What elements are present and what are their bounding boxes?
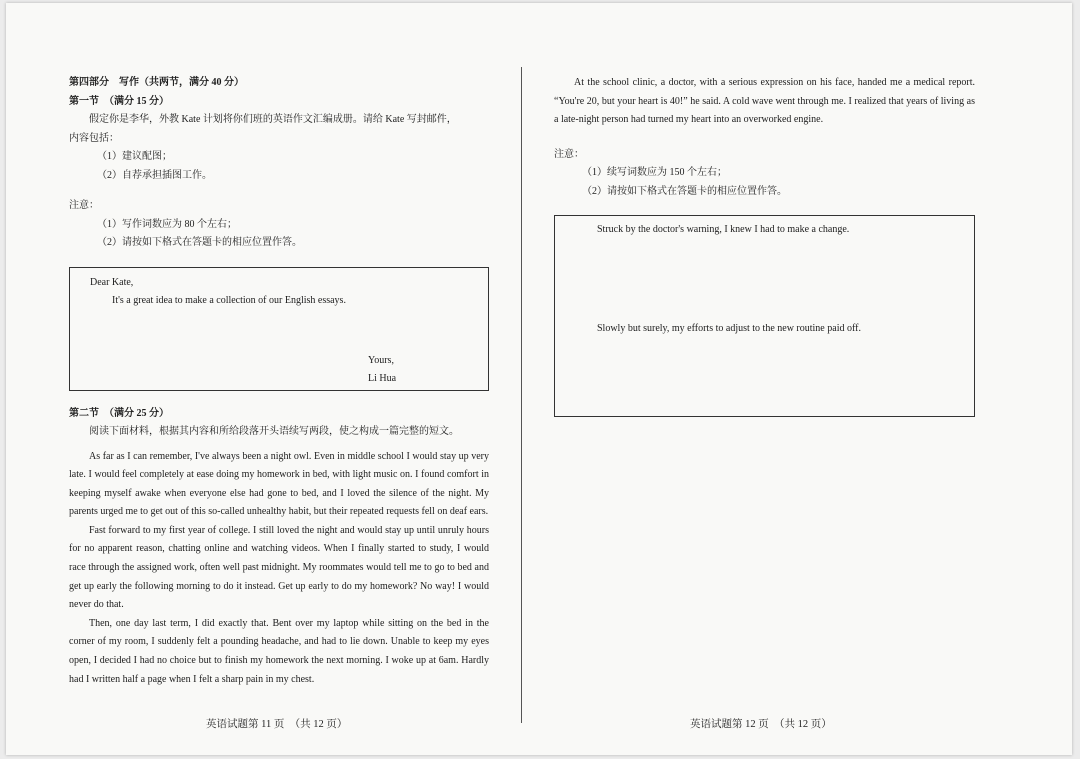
right-column bbox=[554, 74, 975, 417]
paragraph2-opening: Slowly but surely, my efforts to adjust to the new routine paid off. bbox=[597, 323, 861, 334]
letter-greeting: Dear Kate, bbox=[90, 276, 134, 288]
section2-notes-title: 注意： bbox=[554, 148, 584, 160]
part-title: 第四部分 写作（共两节，满分 40 分） bbox=[69, 77, 244, 88]
story-paragraph: Then, one day last term, I did exactly that. Bent over my laptop while sitting on the bed in the corner of my room, I suddenly felt a pounding headache, and had to lie down. Unable to keep my eyes open, I decided I had no choice but to finish my homework the next morning. I woke up at 6am. Hardly had I written half a page when I felt a sharp pain in my chest. bbox=[69, 617, 489, 685]
letter-template-box bbox=[69, 267, 489, 391]
section1-item: （2）自荐承担插图工作。 bbox=[97, 169, 212, 181]
section1-prompt-line2: 内容包括： bbox=[69, 132, 119, 144]
letter-opening: It's a great idea to make a collection of our English essays. bbox=[112, 295, 346, 306]
section1-title: 第一节 （满分 15 分） bbox=[69, 95, 169, 107]
paragraph1-opening: Struck by the doctor's warning, I knew I had to make a change. bbox=[597, 224, 850, 235]
left-column bbox=[69, 74, 489, 689]
section1-notes-title: 注意： bbox=[69, 200, 99, 211]
section1-item: （1）建议配图； bbox=[97, 151, 172, 162]
section2-title: 第二节 （满分 25 分） bbox=[69, 407, 169, 419]
story-ending-paragraph: At the school clinic, a doctor, with a serious expression on his face, handed me a medical report. “You're 20, but your heart is 40!” he said. A cold wave went through me. I realized that years of living as a late-night person had turned my heart into an overworked engine. bbox=[554, 77, 975, 125]
story-paragraph: Fast forward to my first year of college. I still loved the night and would stay up until unruly hours for no apparent reason, chatting online and watching videos. When I finally started to study, I would race through the assigned work, often well past midnight. My roommates would tell me to go to bed and get up early the following morning to do it instead. Get up early to do my homework? No way! I would never do that. bbox=[69, 524, 489, 611]
letter-closing: Yours, bbox=[368, 354, 394, 366]
section2-note: （2）请按如下格式在答题卡的相应位置作答。 bbox=[582, 185, 787, 197]
continuation-answer-box bbox=[554, 215, 975, 417]
story-paragraph: As far as I can remember, I've always been a night owl. Even in middle school I would stay up very late. I would feel completely at ease doing my homework in bed, with light music on. I found comfort in keeping myself awake when everyone else had gone to bed, and I loved the silence of the night. My parents urged me to get out of this so-called unhealthy habit, but their repeated requests fell on deaf ears. bbox=[69, 450, 489, 518]
section1-prompt-line1: 假定你是李华，外教 Kate 计划将你们班的英语作文汇编成册。请给 Kate 写封邮件， bbox=[89, 114, 457, 125]
column-divider bbox=[521, 67, 522, 723]
section1-note: （1）写作词数应为 80 个左右； bbox=[97, 218, 237, 230]
page-footer-right: 英语试题第 12 页 （共 12 页） bbox=[690, 719, 832, 730]
section2-prompt: 阅读下面材料，根据其内容和所给段落开头语续写两段，使之构成一篇完整的短文。 bbox=[89, 426, 459, 437]
section1-note: （2）请按如下格式在答题卡的相应位置作答。 bbox=[97, 237, 302, 248]
exam-sheet bbox=[6, 3, 1072, 755]
section2-note: （1）续写词数应为 150 个左右； bbox=[582, 167, 727, 178]
letter-signature: Li Hua bbox=[368, 372, 397, 384]
page-footer-left: 英语试题第 11 页 （共 12 页） bbox=[206, 719, 348, 730]
story-text bbox=[69, 448, 489, 690]
